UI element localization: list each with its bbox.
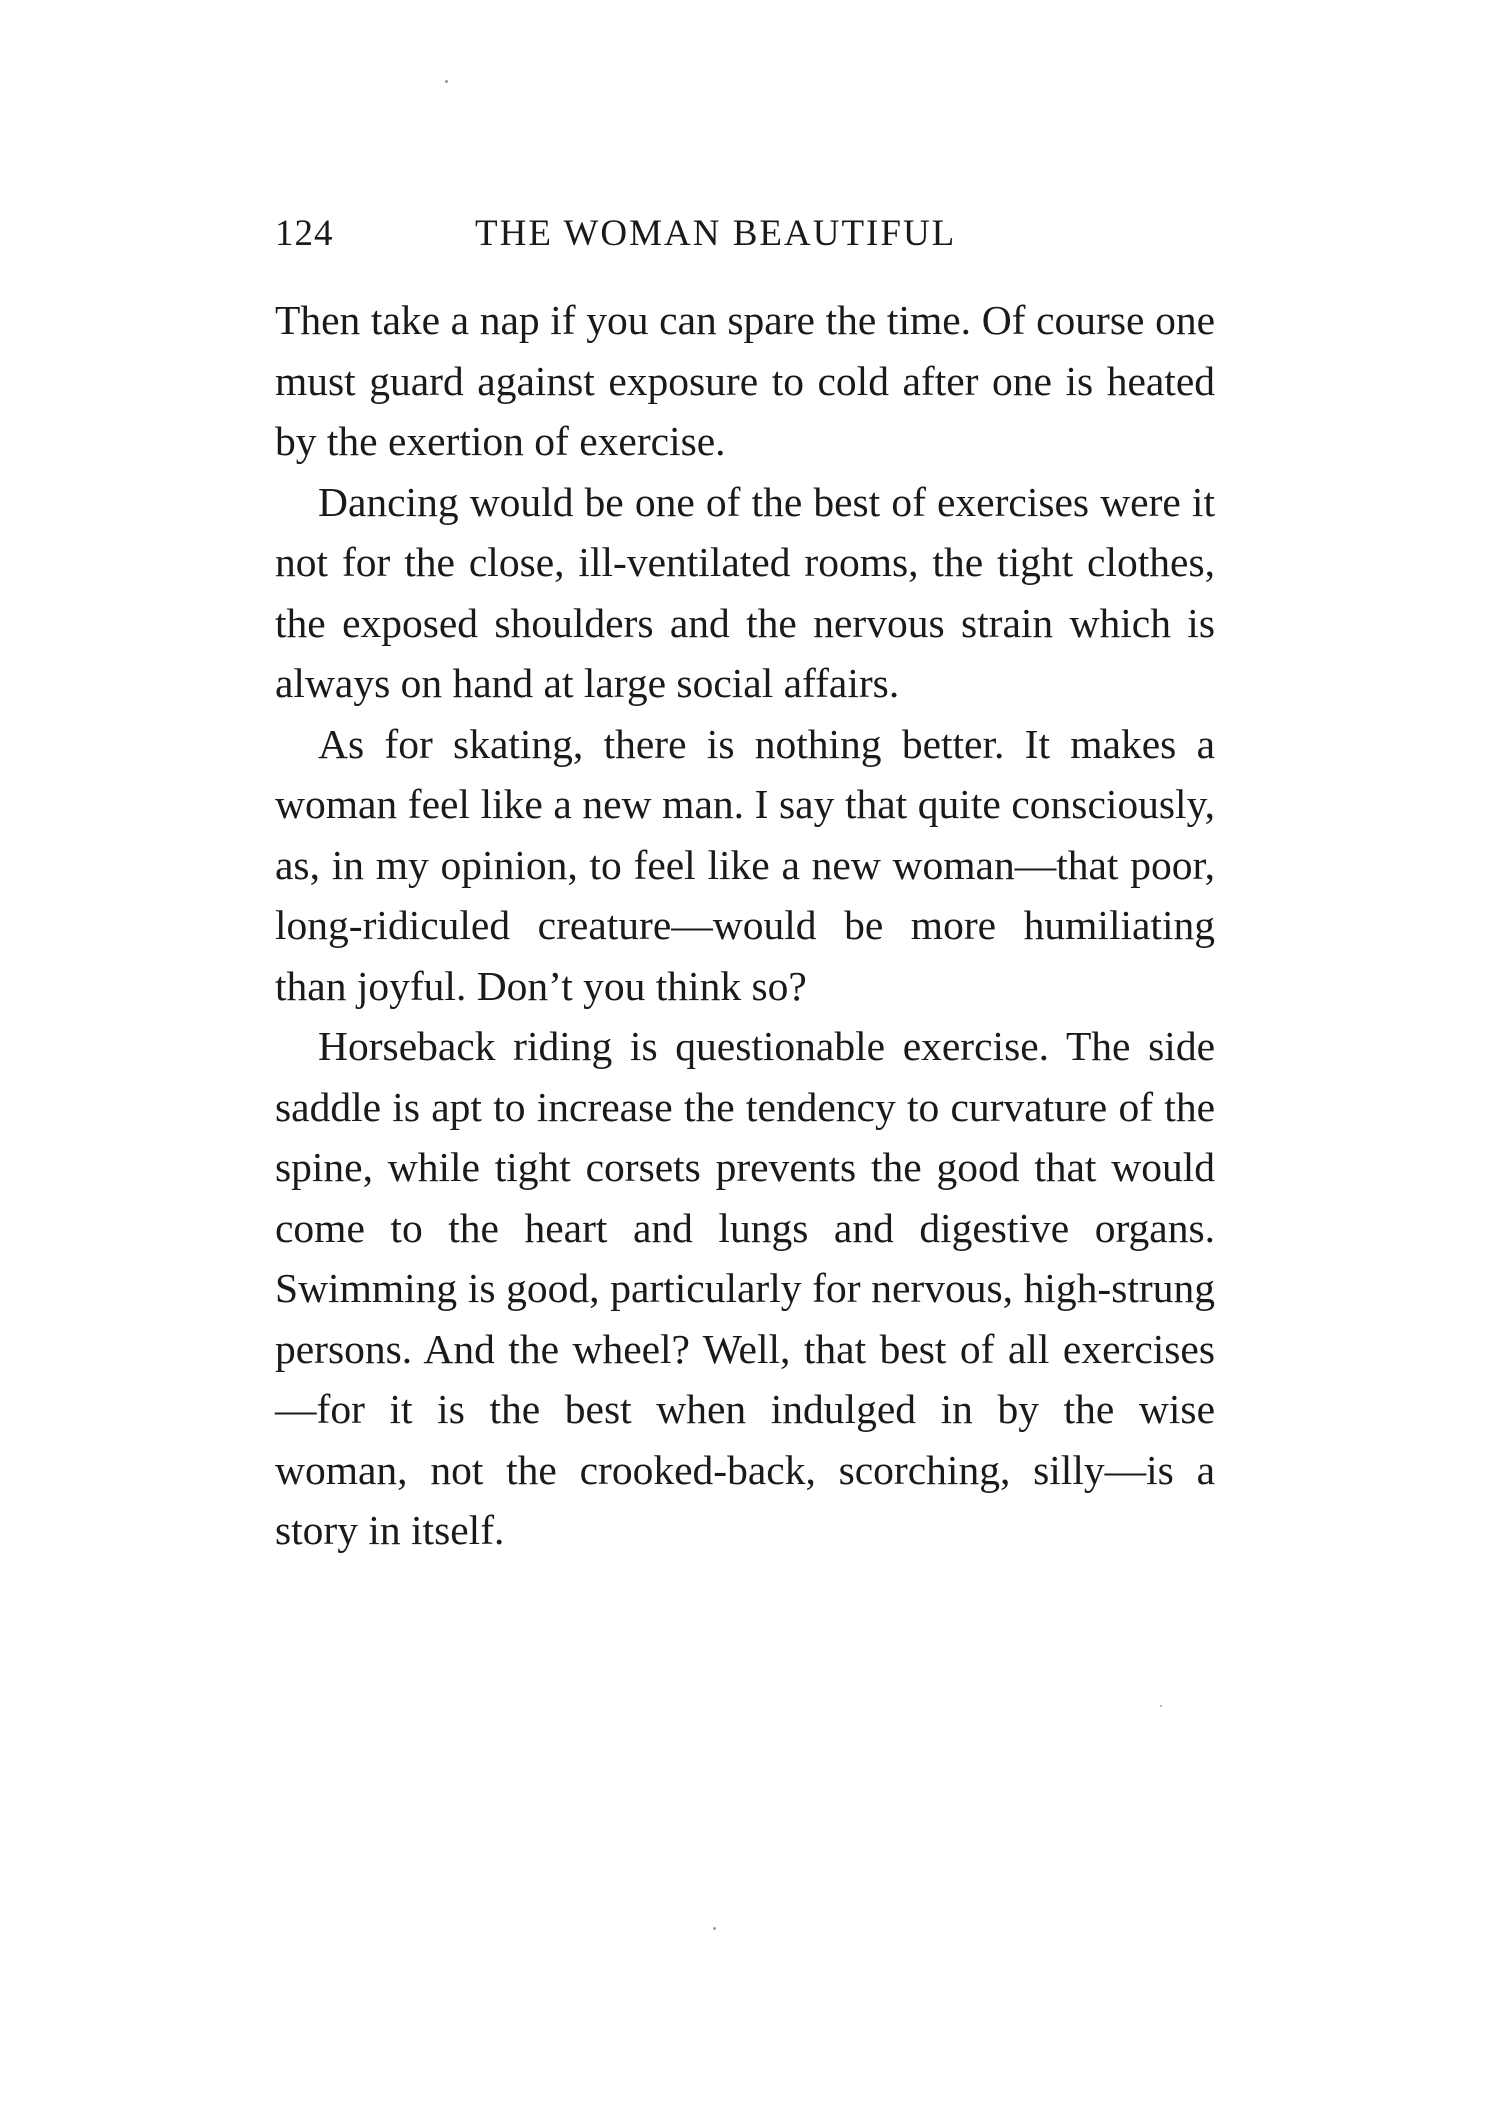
paper-speck [713,1927,716,1930]
paragraph-horseback: Horseback riding is questionable exercise. The side saddle is apt to increase the tendency to curvature of the spine, while tight corsets prevents the good that would come to the heart and lungs and digestive organs. Swimming is good, particularly for nervous, high-strung persons. And the wheel? Well, that best of all exercises—for it is the best when indulged in by the wise woman, not the crooked-back, scorching, silly—is a story in itself. [275,1023,1215,1553]
page-number: 124 [275,213,334,254]
paragraph-skating: As for skating, there is nothing better. It makes a woman feel like a new man. I say that quite consciously, as, in my opinion, to feel like a new woman—that poor, long-ridiculed creature—would be more humiliating than joyful. Don’t you think so? [275,720,1215,1009]
paragraph-dancing: Dancing would be one of the best of exercises were it not for the close, ill-ventilated rooms, the tight clothes, the exposed shoulders and the nervous strain which is always on hand at large social affairs. [275,478,1215,706]
body-text [275,290,1215,1561]
paper-speck [1160,1705,1162,1707]
paragraph-nap: Then take a nap if you can spare the time. Of course one must guard against exposure to cold after one is heated by the exertion of exercise. [275,297,1215,464]
paper-speck [445,80,448,83]
page-header [275,212,1215,262]
running-title: THE WOMAN BEAUTIFUL [475,213,957,254]
